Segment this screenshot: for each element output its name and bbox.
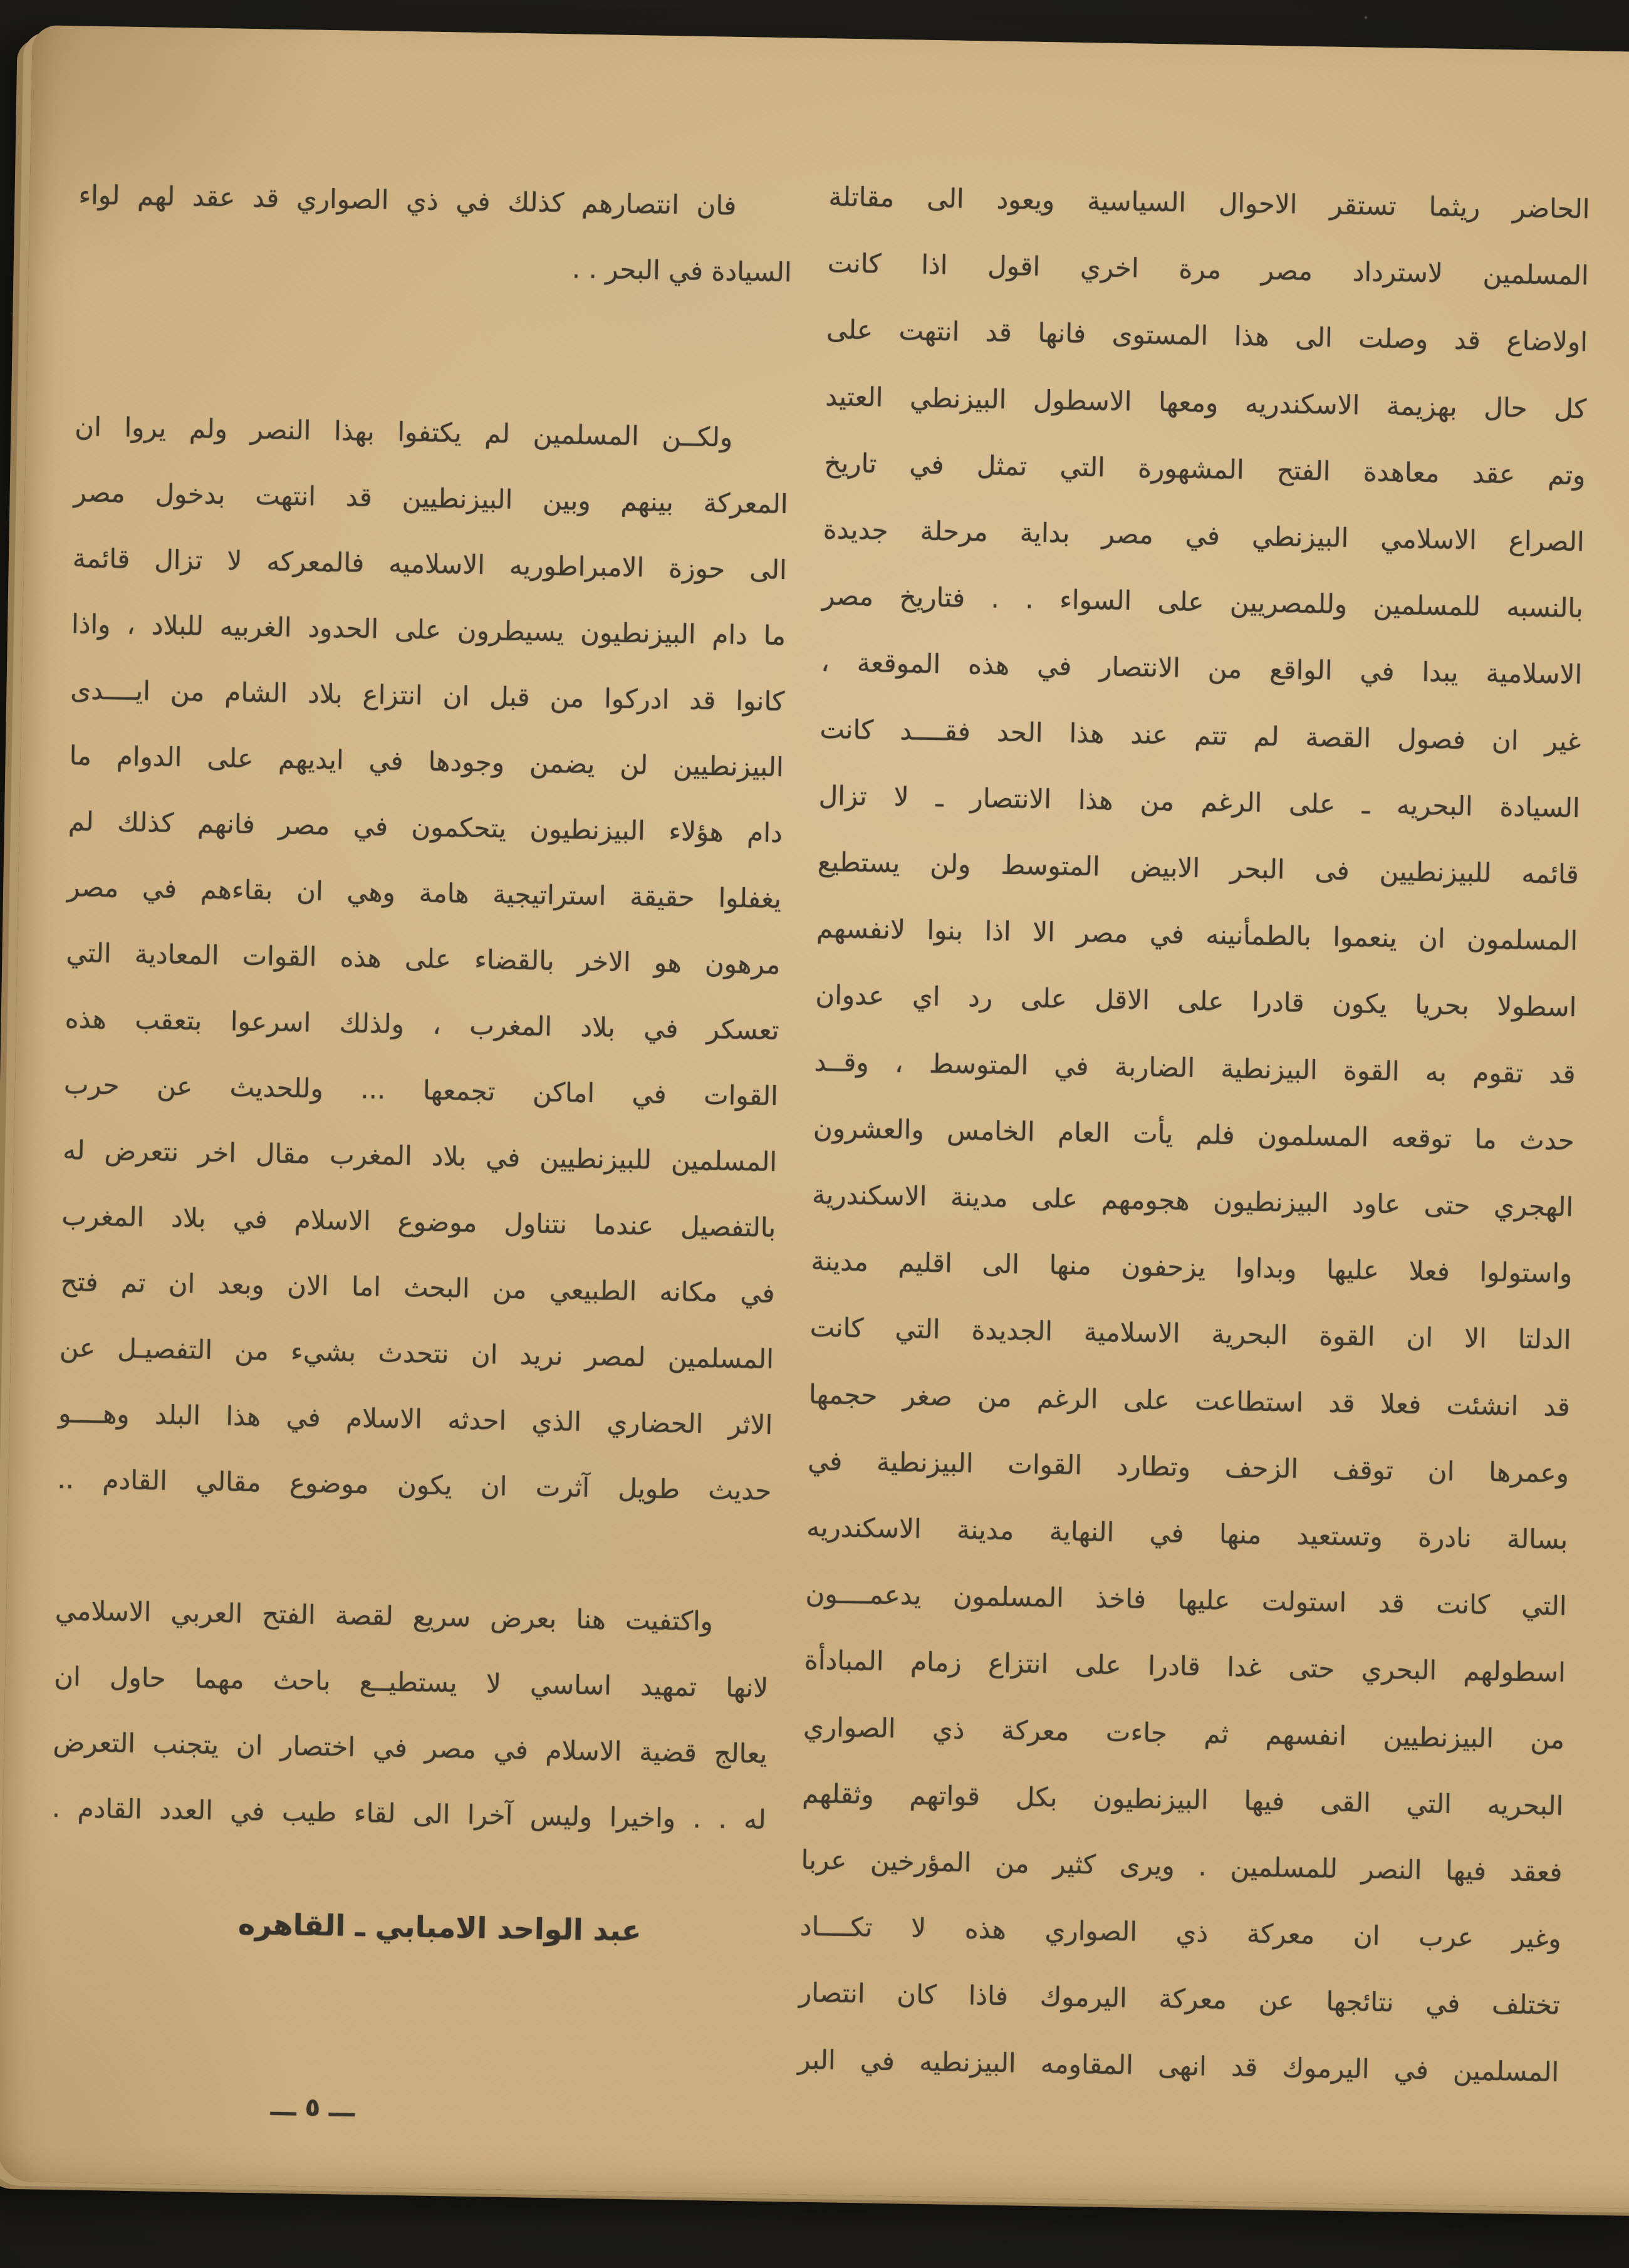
text-line: السيادة البحريه ـ على الرغم من هذا الانتصار ـ لا تزال [818, 779, 1581, 823]
text-line: المسلمين للبيزنطيين في بلاد المغرب مقال اخر نتعرض له [62, 1135, 778, 1177]
text-line: المعركة بينهم وبين البيزنطيين قد انتهت بدخول مصر [73, 477, 788, 520]
text-line: حدث ما توقعه المسلمون فلم يأت العام الخامس والعشرون [813, 1112, 1575, 1156]
text-line: الحاضر ريثما تستقر الاحوال السياسية ويعود الى مقاتلة [828, 181, 1590, 225]
text-line: السيادة في البحر . . [571, 253, 793, 288]
text-line: المسلمون ان ينعموا بالطمأنينه في مصر الا اذا بنوا لانفسهم [816, 913, 1578, 957]
text-line: البحريه التي القى فيها البيزنطيون بكل قواتهم وثقلهم [801, 1777, 1564, 1821]
page-sheet [0, 25, 1629, 2208]
text-line: الصراع الاسلامي البيزنطي في مصر بداية مرحلة جديدة [823, 514, 1585, 558]
text-line: في مكانه الطبيعي من البحث اما الان وبعد ان تم فتح [60, 1266, 776, 1309]
text-line: المسلمين لمصر نريد ان نتحدث بشيء من التفصيـل عن [59, 1332, 774, 1375]
text-line: اسطولهم البحري حتى غدا قادرا على انتزاع زمام المبادأة [804, 1645, 1566, 1688]
text-line: اسطولا بحريا يكون قادرا على الاقل على رد اي عدوان [815, 979, 1577, 1023]
text-line: له . . واخيرا وليس آخرا الى لقاء طيب في العدد القادم . [51, 1792, 767, 1835]
text-line: حديث طويل آثرت ان يكون موضوع مقالي القادم .. [57, 1463, 772, 1506]
text-line: بالتفصيل عندما نتناول موضوع الاسلام في بلاد المغرب [61, 1200, 776, 1243]
text-line: لانها تمهيد اساسي لا يستطيــع باحث مهما حاول ان [53, 1660, 769, 1704]
text-line: التي كانت قد استولت عليها فاخذ المسلمون يدعمــــون [805, 1578, 1567, 1622]
text-line: دام هؤلاء البيزنطيون يتحكمون في مصر فانهم كذلك لم [68, 806, 783, 849]
text-line: وعمرها ان توقف الزحف وتطارد القوات البيزنطية في [807, 1445, 1569, 1489]
text-line: ولكــن المسلمين لم يكتفوا بهذا النصر ولم يروا ان [74, 411, 733, 453]
page-number: ـــ ٥ ـــ [270, 2092, 355, 2123]
text-line: غير ان فصول القصة لم تتم عند هذا الحد فقــــد كانت [820, 713, 1581, 757]
text-line: الدلتا الا ان القوة البحرية الاسلامية الجديدة التي كانت [809, 1312, 1571, 1356]
text-line: قد انشئت فعلا قد استطاعت على الرغم من صغر حجمها [808, 1378, 1571, 1422]
text-line: من البيزنطيين انفسهم ثم جاءت معركة ذي الصواري [803, 1711, 1565, 1755]
text-line: مرهون هو الاخر بالقضاء على هذه القوات المعادية التي [66, 937, 781, 980]
text-line: المسلمين في اليرموك قد انهى المقاومه البيزنطيه في البر [797, 2044, 1559, 2088]
text-line: كل حال بهزيمة الاسكندريه ومعها الاسطول البيزنطي العتيد [825, 380, 1587, 424]
text-line: فعقد فيها النصر للمسلمين . ويرى كثير من المؤرخين عربا [801, 1844, 1563, 1888]
text-line: البيزنطيين لن يضمن وجودها في ايديهم على الدوام ما [69, 740, 784, 783]
author-signature: عبد الواحد الامبابي ـ القاهره [237, 1906, 642, 1948]
text-line: الى حوزة الامبراطوريه الاسلاميه فالمعركه لا تزال قائمة [72, 543, 788, 586]
text-line: كانوا قد ادركوا من قبل ان انتزاع بلاد الشام من ايــــدى [70, 674, 785, 717]
text-line: يعالج قضية الاسلام في مصر في اختصار ان يتجنب التعرض [53, 1726, 768, 1769]
text-line: ما دام البيزنطيون يسيطرون على الحدود الغربيه للبلاد ، واذا [71, 608, 786, 652]
text-line: بسالة نادرة وتستعيد منها في النهاية مدينة الاسكندريه [806, 1511, 1568, 1555]
text-line: القوات في اماكن تجمعها ... وللحديث عن حرب [63, 1069, 779, 1111]
text-line: المسلمين لاسترداد مصر مرة اخري اقول اذا كانت [827, 247, 1590, 291]
text-line: الاسلامية يبدا في الواقع من الانتصار في هذه الموقعة ، [820, 647, 1583, 690]
column-right [796, 38, 1593, 2207]
text-line: الاثر الحضاري الذي احدثه الاسلام في هذا البلد وهــــو [58, 1397, 773, 1440]
text-line: تختلف في نتائجها عن معركة اليرموك فاذا كان انتصار [798, 1977, 1561, 2021]
text-line: اولاضاع قد وصلت الى هذا المستوى فانها قد انتهت على [826, 314, 1588, 358]
text-line: وغير عرب ان معركة ذي الصواري هذه لا تكــــاد [799, 1910, 1562, 1955]
text-line: فان انتصارهم كذلك في ذي الصواري قد عقد لهم لواء [78, 179, 737, 221]
text-line: وتم عقد معاهدة الفتح المشهورة التي تمثل في تاريخ [824, 447, 1586, 491]
text-line: واكتفيت هنا بعرض سريع لقصة الفتح العربي الاسلامي [55, 1594, 714, 1637]
text-line: قائمه للبيزنطيين فى البحر الابيض المتوسط ولن يستطيع [817, 846, 1580, 890]
text-line: يغفلوا حقيقة استراتيجية هامة وهي ان بقاءهم في مصر [66, 871, 782, 915]
text-line: تعسكر في بلاد المغرب ، ولذلك اسرعوا بتعقب هذه [65, 1003, 779, 1046]
column-left [46, 26, 796, 2193]
text-line: واستولوا فعلا عليها وبداوا يزحفون منها الى اقليم مدينة [811, 1246, 1573, 1289]
text-line: بالنسبه للمسلمين وللمصريين على السواء . . فتاريخ مصر [821, 580, 1584, 624]
text-line: الهجري حتى عاود البيزنطيون هجومهم على مدينة الاسكندرية [811, 1178, 1574, 1223]
text-line: قد تقوم به القوة البيزنطية الضاربة في المتوسط ، وقــد [814, 1046, 1576, 1090]
